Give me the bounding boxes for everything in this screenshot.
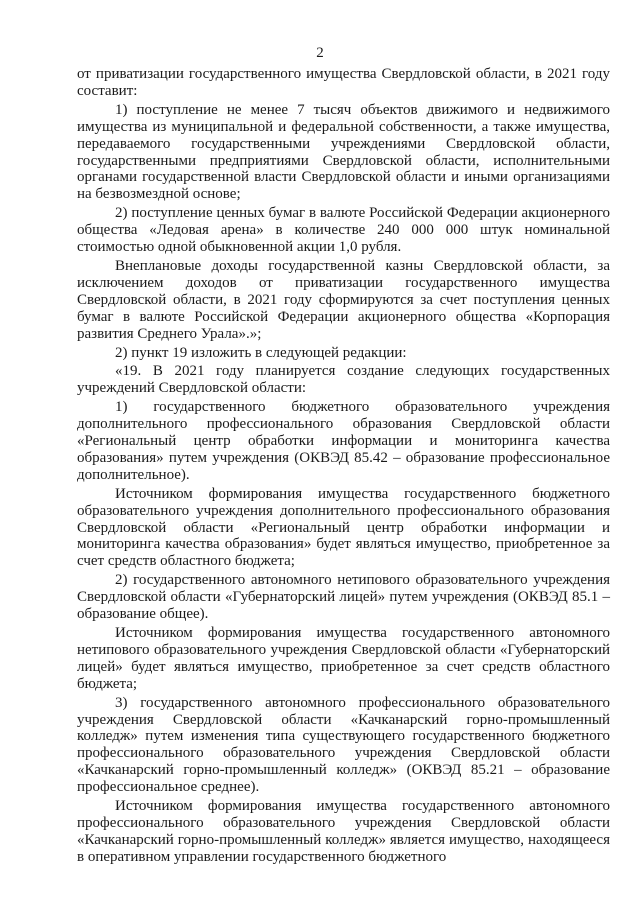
paragraph-unplanned-revenue: Внеплановые доходы государственной казны Свердловской области, за исключением доходов от приватизации государственного имущества Свердловской области, в 2021 году сформируются за счет поступления ценных бумаг в валюте Российской Федерации акционерного общества «Корпорация развития Среднего Урала».»; <box>77 257 610 342</box>
paragraph-institution-1: 1) государственного бюджетного образовательного учреждения дополнительного профессионального образования Свердловской области «Региональный центр обработки информации и мониторинга качества образования» путем учреждения (ОКВЭД 85.42 – образование профессиональное дополнительное). <box>77 399 610 483</box>
paragraph-intro-continuation: от приватизации государственного имущества Свердловской области, в 2021 году составит: <box>77 66 610 99</box>
document-body <box>77 66 610 868</box>
paragraph-institution-2: 2) государственного автономного нетипового образовательного учреждения Свердловской области «Губернаторский лицей» путем учреждения (ОКВЭД 85.1 – образование общее). <box>77 572 610 623</box>
paragraph-institution-2-source: Источником формирования имущества государственного автономного нетипового образовательного учреждения Свердловской области «Губернаторский лицей» будет являться имущество, приобретенное за счет средств областного бюджета; <box>77 625 610 692</box>
paragraph-item-2-securities-ice-arena: 2) поступление ценных бумаг в валюте Российской Федерации акционерного общества «Ледовая арена» в количестве 240 000 000 штук номинальной стоимостью одной обыкновенной акции 1,0 рубля. <box>77 205 610 256</box>
paragraph-institution-3: 3) государственного автономного профессионального образовательного учреждения Свердловской области «Качканарский горно-промышленный колледж» путем изменения типа существующего государственного бюджетного профессионального образовательного учреждения Свердловской области «Качканарский горно-промышленный колледж» (ОКВЭД 85.21 – образование профессиональное среднее). <box>77 694 610 796</box>
paragraph-institution-3-source: Источником формирования имущества государственного автономного профессионального образовательного учреждения Свердловской области «Качканарский горно-промышленный колледж» является имущество, находящееся в оперативном управлении государственного бюджетного <box>77 798 610 865</box>
paragraph-institution-1-source: Источником формирования имущества государственного бюджетного образовательного учреждения дополнительного профессионального образования Свердловской области «Региональный центр обработки информации и мониторинга качества образования» будет являться имущество, приобретенное за счет средств областного бюджета; <box>77 485 610 570</box>
page-number: 2 <box>316 45 324 61</box>
paragraph-item-1-property-receipt: 1) поступление не менее 7 тысяч объектов движимого и недвижимого имущества из муниципальной и федеральной собственности, а также имущества, передаваемого государственными учреждениями Свердловской области, государственными предприятиями Свердловской области, исполнительными органами государственной власти Свердловской области и иными организациями на безвозмездной основе; <box>77 101 610 203</box>
paragraph-clause-19-amend: 2) пункт 19 изложить в следующей редакции: <box>115 344 407 361</box>
paragraph-clause-19-text: «19. В 2021 году планируется создание следующих государственных учреждений Свердловской области: <box>77 363 610 397</box>
